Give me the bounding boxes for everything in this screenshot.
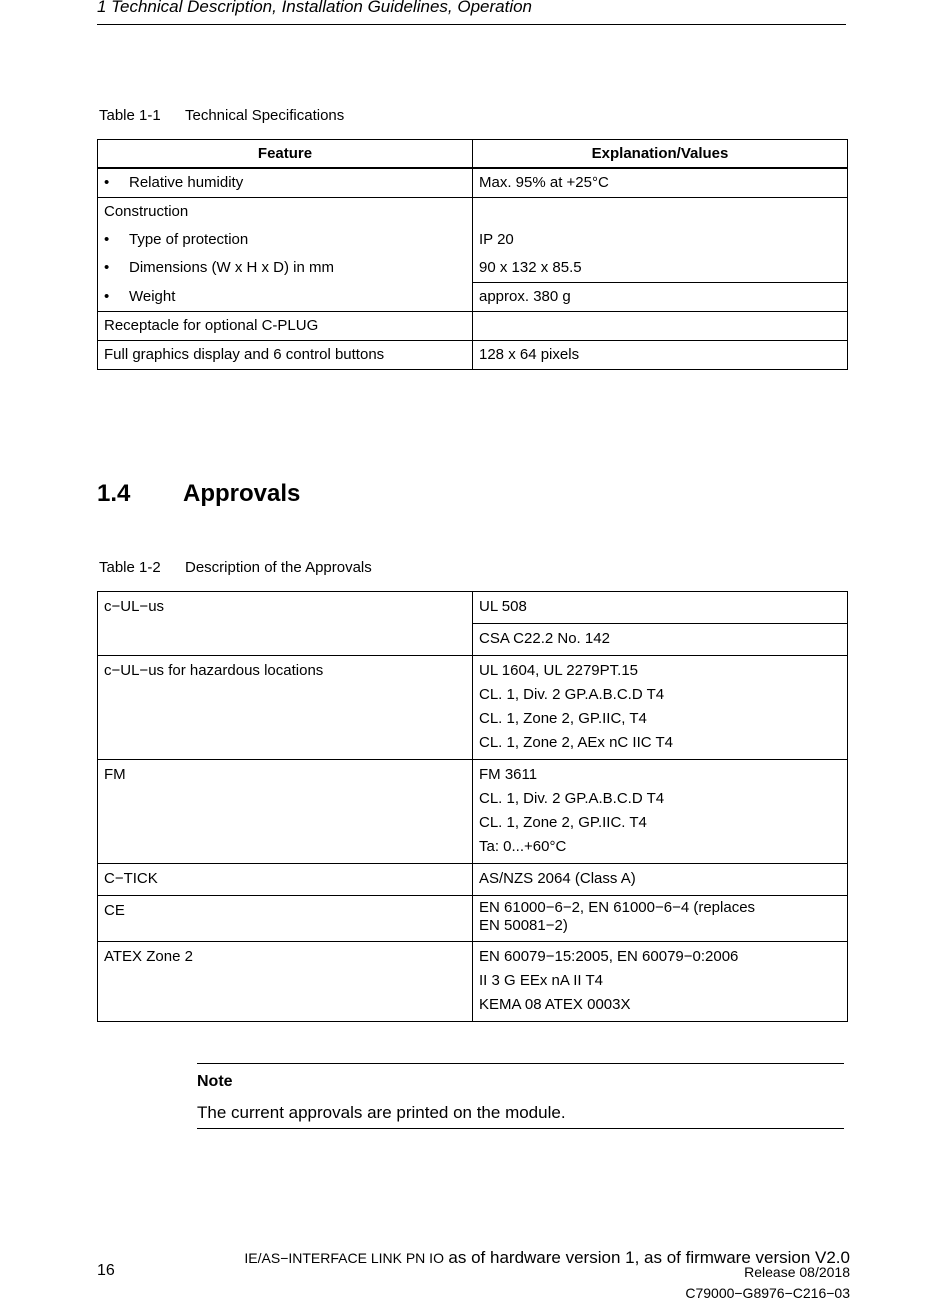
approval-value-cell: AS/NZS 2064 (Class A): [473, 864, 848, 896]
value-cell: [473, 198, 848, 227]
approval-value-line: CL. 1, Div. 2 GP.A.B.C.D T4: [479, 790, 665, 807]
feature-cell: Dimensions (W x H x D) in mm: [129, 259, 335, 276]
footer-versions: as of hardware version 1, as of firmware version V2.0: [448, 1248, 850, 1267]
approval-value-line: Ta: 0...+60°C: [479, 838, 567, 855]
value-cell: [473, 312, 848, 341]
approval-value-line: CL. 1, Zone 2, GP.IIC, T4: [479, 710, 647, 727]
table-row: [98, 592, 848, 624]
table-row: [98, 864, 848, 896]
table-row: [98, 254, 848, 283]
table-header-feature: Feature: [98, 140, 473, 169]
table1-caption: [99, 107, 344, 124]
table2-caption-number: Table 1-2: [99, 559, 161, 576]
bullet-icon: •: [104, 231, 110, 248]
approval-name-cell: ATEX Zone 2: [98, 942, 473, 1022]
table-row: [98, 341, 848, 370]
approval-name-cell: CE: [98, 896, 473, 942]
approval-value-line: UL 1604, UL 2279PT.15: [479, 662, 639, 679]
approval-name-cell: c−UL−us: [98, 592, 473, 656]
note-label: Note: [197, 1073, 233, 1090]
section-number: 1.4: [97, 480, 131, 507]
approval-value-cell: [473, 656, 848, 760]
approval-value-line: KEMA 08 ATEX 0003X: [479, 996, 631, 1013]
table-row: [98, 656, 848, 760]
footer-product: IE/AS−INTERFACE LINK PN IO: [244, 1250, 444, 1266]
table-row: [98, 198, 848, 227]
value-cell: 128 x 64 pixels: [473, 341, 848, 370]
bullet-icon: •: [104, 174, 110, 191]
approval-name-cell: C−TICK: [98, 864, 473, 896]
approval-value-line: EN 50081−2): [479, 917, 568, 934]
feature-cell: Type of protection: [129, 231, 249, 248]
page-number: 16: [97, 1262, 115, 1279]
table1-caption-title: Technical Specifications: [185, 107, 345, 124]
table-row: [98, 942, 848, 1022]
footer-release: Release 08/2018: [744, 1264, 850, 1280]
table1-caption-number: Table 1-1: [99, 107, 161, 124]
approval-value-cell: [473, 896, 848, 942]
approval-value-line: CL. 1, Div. 2 GP.A.B.C.D T4: [479, 686, 665, 703]
approval-value-line: CL. 1, Zone 2, AEx nC IIC T4: [479, 734, 673, 751]
feature-cell: Relative humidity: [129, 174, 244, 191]
bullet-icon: •: [104, 259, 110, 276]
table2-caption-title: Description of the Approvals: [185, 559, 372, 576]
value-cell: IP 20: [473, 226, 848, 254]
table-row: [98, 312, 848, 341]
running-header: 1 Technical Description, Installation Guidelines, Operation: [97, 0, 533, 16]
table-row: [98, 168, 848, 198]
approval-value-cell: UL 508: [473, 592, 848, 624]
table-row: [98, 283, 848, 312]
approvals-table: [97, 591, 848, 1022]
approval-value-cell: [473, 760, 848, 864]
section-title: Approvals: [183, 480, 301, 507]
table-row: [98, 760, 848, 864]
table-row: [98, 896, 848, 942]
value-cell: 90 x 132 x 85.5: [473, 254, 848, 283]
feature-cell: Weight: [129, 287, 176, 305]
value-cell: approx. 380 g: [473, 283, 848, 312]
bullet-icon: •: [104, 287, 110, 305]
table-header-values: Explanation/Values: [473, 140, 848, 169]
approval-value-cell: CSA C22.2 No. 142: [473, 624, 848, 656]
feature-cell: Receptacle for optional C-PLUG: [98, 312, 473, 341]
footer-document-code: C79000−G8976−C216−03: [685, 1285, 850, 1301]
feature-cell: Full graphics display and 6 control buttons: [98, 341, 473, 370]
approval-value-cell: [473, 942, 848, 1022]
table-row: [98, 226, 848, 254]
approval-value-line: EN 61000−6−2, EN 61000−6−4 (replaces: [479, 899, 756, 916]
approval-name-cell: FM: [98, 760, 473, 864]
approval-value-line: FM 3611: [479, 766, 538, 783]
table2-caption: [99, 559, 372, 576]
technical-specifications-table: [97, 139, 848, 370]
approval-value-line: CL. 1, Zone 2, GP.IIC. T4: [479, 814, 647, 831]
approval-name-cell: c−UL−us for hazardous locations: [98, 656, 473, 760]
value-cell: Max. 95% at +25°C: [473, 168, 848, 198]
approval-value-line: II 3 G EEx nA II T4: [479, 972, 603, 989]
feature-cell: Construction: [98, 198, 473, 227]
note-text: The current approvals are printed on the module.: [197, 1103, 566, 1122]
approval-value-line: EN 60079−15:2005, EN 60079−0:2006: [479, 948, 739, 965]
